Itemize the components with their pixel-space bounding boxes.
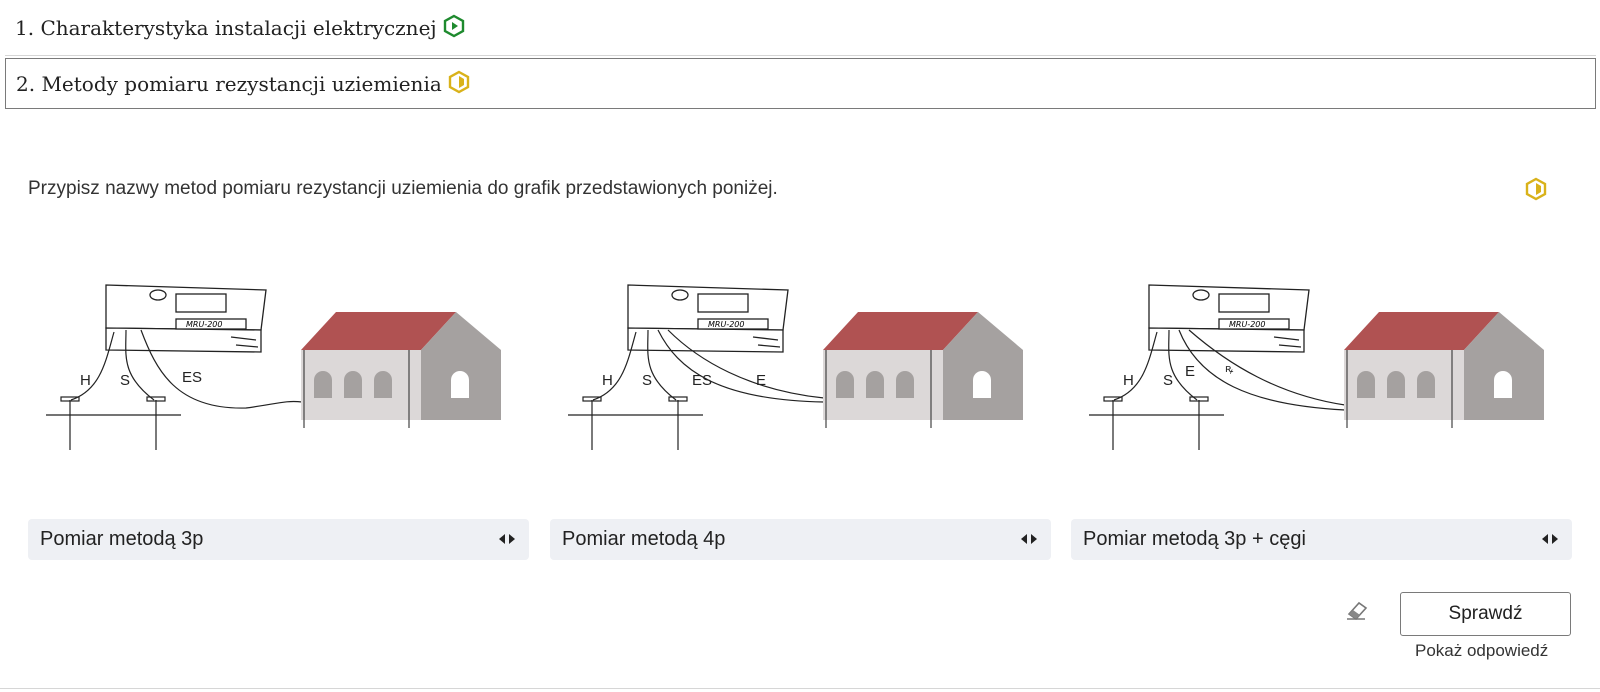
check-button[interactable]: Sprawdź	[1400, 592, 1571, 636]
show-answer-link[interactable]: Pokaż odpowiedź	[1415, 641, 1549, 660]
left-right-arrows-icon	[1021, 528, 1037, 551]
wire-label-s: S	[1163, 372, 1174, 389]
measurement-figure-3	[1089, 280, 1559, 465]
device-label: MRU-200	[1229, 320, 1266, 329]
clamp-symbol: ꝶ	[1225, 363, 1234, 375]
measurement-figure-1	[46, 280, 516, 465]
wire-label-h: H	[1123, 372, 1134, 389]
left-right-arrows-icon	[499, 528, 515, 551]
method-select-3[interactable]	[1071, 519, 1572, 560]
wire-label-e: E	[756, 372, 767, 389]
wire-label-s: S	[120, 372, 131, 389]
house-drawing	[301, 312, 501, 428]
wire-label-es: ES	[692, 372, 713, 389]
hexagon-play-icon	[443, 14, 465, 43]
section-title: 2. Metody pomiaru rezystancji uziemienia	[16, 71, 442, 96]
hexagon-half-icon	[1525, 177, 1547, 206]
wire-label-es: ES	[182, 369, 203, 386]
eraser-icon[interactable]	[1345, 600, 1369, 625]
device-label: MRU-200	[708, 320, 745, 329]
exercise-instruction: Przypisz nazwy metod pomiaru rezystancji uziemienia do grafik przedstawionych poniżej.	[28, 178, 778, 199]
select-value: Pomiar metodą 3p + cęgi	[1083, 528, 1306, 550]
hexagon-half-icon	[448, 70, 470, 99]
divider	[0, 688, 1600, 689]
method-select-1[interactable]	[28, 519, 529, 560]
section-header-1[interactable]	[5, 0, 1596, 56]
section-header-2[interactable]	[5, 58, 1596, 109]
device-label: MRU-200	[186, 320, 223, 329]
method-select-2[interactable]	[550, 519, 1051, 560]
meter-device	[106, 285, 266, 352]
wire-label-s: S	[642, 372, 653, 389]
select-value: Pomiar metodą 4p	[562, 528, 726, 550]
wire-label-h: H	[80, 372, 91, 389]
wire-label-e: E	[1185, 363, 1196, 380]
section-title: 1. Charakterystyka instalacji elektrycznej	[15, 15, 437, 40]
select-value: Pomiar metodą 3p	[40, 528, 204, 550]
wire-label-h: H	[602, 372, 613, 389]
measurement-figure-2	[568, 280, 1038, 465]
left-right-arrows-icon	[1542, 528, 1558, 551]
